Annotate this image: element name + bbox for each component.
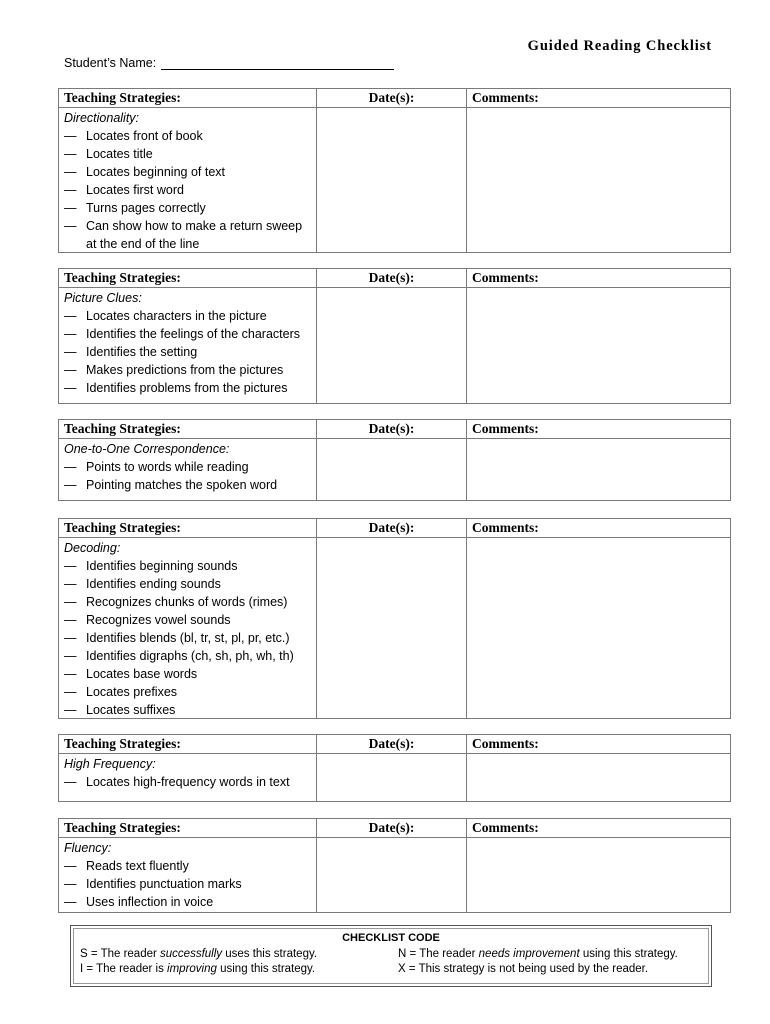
dash-bullet: — xyxy=(64,685,77,699)
strategies-cell xyxy=(59,838,317,912)
dates-cell[interactable] xyxy=(317,288,467,403)
item-text: Identifies digraphs (ch, sh, ph, wh, th) xyxy=(86,649,294,663)
teaching-strategies-header: Teaching Strategies: xyxy=(59,735,317,753)
item-text: Uses inflection in voice xyxy=(86,895,214,909)
list-item xyxy=(64,325,316,343)
list-item xyxy=(64,307,316,325)
list-item xyxy=(64,163,316,181)
comments-cell[interactable] xyxy=(467,288,730,403)
section-header-row xyxy=(59,420,730,439)
item-text: Locates high-frequency words in text xyxy=(86,775,290,789)
item-text: Locates front of book xyxy=(86,129,203,143)
list-item xyxy=(64,127,316,145)
category-label: Decoding: xyxy=(64,541,121,555)
section-header-row xyxy=(59,269,730,288)
list-item xyxy=(64,647,316,665)
dash-bullet: — xyxy=(64,147,77,161)
legend-x-line: X = This strategy is not being used by the reader. xyxy=(398,963,649,975)
student-name-field[interactable] xyxy=(161,56,394,70)
dates-header: Date(s): xyxy=(317,735,467,753)
comments-header: Comments: xyxy=(472,421,539,436)
list-item xyxy=(64,773,316,791)
comments-header: Comments: xyxy=(472,520,539,535)
item-text: at the end of the line xyxy=(86,237,200,251)
list-item xyxy=(64,458,316,476)
list-item xyxy=(64,665,316,683)
list-item xyxy=(64,199,316,217)
legend-s-line: S = The reader successfully uses this strategy. xyxy=(80,948,318,960)
category-label: Fluency: xyxy=(64,841,112,855)
dash-bullet: — xyxy=(64,667,77,681)
checklist-code-title: CHECKLIST CODE xyxy=(342,932,440,944)
item-text: Can show how to make a return sweep xyxy=(86,219,303,233)
dash-bullet: — xyxy=(64,309,77,323)
section-header-row xyxy=(59,735,730,754)
list-item xyxy=(64,701,316,719)
comments-cell[interactable] xyxy=(467,439,730,500)
item-text: Pointing matches the spoken word xyxy=(86,478,278,492)
dates-cell[interactable] xyxy=(317,754,467,801)
item-text: Locates suffixes xyxy=(86,703,176,717)
dash-bullet: — xyxy=(64,859,77,873)
dash-bullet: — xyxy=(64,595,77,609)
dash-bullet: — xyxy=(64,129,77,143)
dash-bullet: — xyxy=(64,649,77,663)
dash-bullet: — xyxy=(64,165,77,179)
item-text: Identifies beginning sounds xyxy=(86,559,238,573)
comments-cell[interactable] xyxy=(467,538,730,718)
checklist-code-box xyxy=(70,925,712,987)
list-item xyxy=(64,893,316,911)
dates-cell[interactable] xyxy=(317,108,467,252)
comments-header: Comments: xyxy=(472,90,539,105)
item-text: Locates characters in the picture xyxy=(86,309,267,323)
dash-bullet: — xyxy=(64,478,77,492)
dates-cell[interactable] xyxy=(317,838,467,912)
section-picture-clues xyxy=(58,268,731,404)
dash-bullet: — xyxy=(64,775,77,789)
dash-bullet: — xyxy=(64,703,77,717)
dash-bullet: — xyxy=(64,559,77,573)
teaching-strategies-header: Teaching Strategies: xyxy=(59,89,317,107)
dates-cell[interactable] xyxy=(317,439,467,500)
item-text: Turns pages correctly xyxy=(86,201,206,215)
dates-header: Date(s): xyxy=(317,819,467,837)
comments-cell[interactable] xyxy=(467,108,730,252)
list-item xyxy=(64,379,316,397)
teaching-strategies-header: Teaching Strategies: xyxy=(59,519,317,537)
dates-cell[interactable] xyxy=(317,538,467,718)
item-text: Identifies ending sounds xyxy=(86,577,221,591)
comments-header: Comments: xyxy=(472,736,539,751)
item-text: Points to words while reading xyxy=(86,460,249,474)
teaching-strategies-header: Teaching Strategies: xyxy=(59,420,317,438)
comments-header: Comments: xyxy=(472,270,539,285)
section-fluency xyxy=(58,818,731,913)
item-text: Identifies blends (bl, tr, st, pl, pr, etc.) xyxy=(86,631,290,645)
dash-bullet: — xyxy=(64,381,77,395)
dash-bullet: — xyxy=(64,183,77,197)
section-header-row xyxy=(59,819,730,838)
section-one-to-one-correspondence xyxy=(58,419,731,501)
list-item xyxy=(64,629,316,647)
dash-bullet: — xyxy=(64,613,77,627)
item-text: Identifies punctuation marks xyxy=(86,877,242,891)
strategies-cell xyxy=(59,108,317,252)
item-text: Recognizes vowel sounds xyxy=(86,613,231,627)
list-item xyxy=(64,575,316,593)
dash-bullet: — xyxy=(64,201,77,215)
list-item xyxy=(64,217,316,235)
dates-header: Date(s): xyxy=(317,519,467,537)
teaching-strategies-header: Teaching Strategies: xyxy=(59,269,317,287)
dash-bullet: — xyxy=(64,345,77,359)
list-item xyxy=(64,145,316,163)
category-label: High Frequency: xyxy=(64,757,156,771)
item-text: Locates prefixes xyxy=(86,685,178,699)
dates-header: Date(s): xyxy=(317,269,467,287)
category-label: Picture Clues: xyxy=(64,291,142,305)
item-text: Identifies the feelings of the characters xyxy=(86,327,301,341)
item-text: Recognizes chunks of words (rimes) xyxy=(86,595,288,609)
section-directionality xyxy=(58,88,731,253)
item-text: Makes predictions from the pictures xyxy=(86,363,284,377)
list-item xyxy=(64,343,316,361)
item-text: Locates first word xyxy=(86,183,184,197)
dates-header: Date(s): xyxy=(317,89,467,107)
item-text: Locates title xyxy=(86,147,153,161)
dash-bullet: — xyxy=(64,327,77,341)
dates-header: Date(s): xyxy=(317,420,467,438)
list-item xyxy=(64,476,316,494)
list-item xyxy=(64,593,316,611)
dash-bullet: — xyxy=(64,363,77,377)
item-text: Identifies the setting xyxy=(86,345,198,359)
strategies-cell xyxy=(59,288,317,403)
student-name-row xyxy=(64,56,394,70)
category-label: Directionality: xyxy=(64,111,140,125)
dash-bullet: — xyxy=(64,219,77,233)
legend-n-line: N = The reader needs improvement using this strategy. xyxy=(398,948,678,960)
item-text: Locates beginning of text xyxy=(86,165,225,179)
list-item xyxy=(64,557,316,575)
item-text: Reads text fluently xyxy=(86,859,189,873)
dash-bullet: — xyxy=(64,895,77,909)
section-decoding xyxy=(58,518,731,719)
item-text: Locates base words xyxy=(86,667,198,681)
strategies-cell xyxy=(59,754,317,801)
list-item xyxy=(64,875,316,893)
list-item xyxy=(64,611,316,629)
dash-bullet: — xyxy=(64,631,77,645)
comments-cell[interactable] xyxy=(467,754,730,801)
legend-i-line: I = The reader is improving using this strategy. xyxy=(80,963,316,975)
comments-cell[interactable] xyxy=(467,838,730,912)
section-header-row xyxy=(59,89,730,108)
list-item xyxy=(64,181,316,199)
strategies-cell xyxy=(59,439,317,500)
strategies-cell xyxy=(59,538,317,718)
comments-header: Comments: xyxy=(472,820,539,835)
student-name-label: Student’s Name: xyxy=(64,56,157,70)
list-item-continuation xyxy=(64,235,316,253)
section-high-frequency xyxy=(58,734,731,802)
dash-bullet: — xyxy=(64,460,77,474)
item-text: Identifies problems from the pictures xyxy=(86,381,288,395)
category-label: One-to-One Correspondence: xyxy=(64,442,230,456)
list-item xyxy=(64,361,316,379)
dash-bullet: — xyxy=(64,577,77,591)
dash-bullet: — xyxy=(64,877,77,891)
list-item xyxy=(64,683,316,701)
section-header-row xyxy=(59,519,730,538)
teaching-strategies-header: Teaching Strategies: xyxy=(59,819,317,837)
document-title: Guided Reading Checklist xyxy=(527,38,712,54)
list-item xyxy=(64,857,316,875)
